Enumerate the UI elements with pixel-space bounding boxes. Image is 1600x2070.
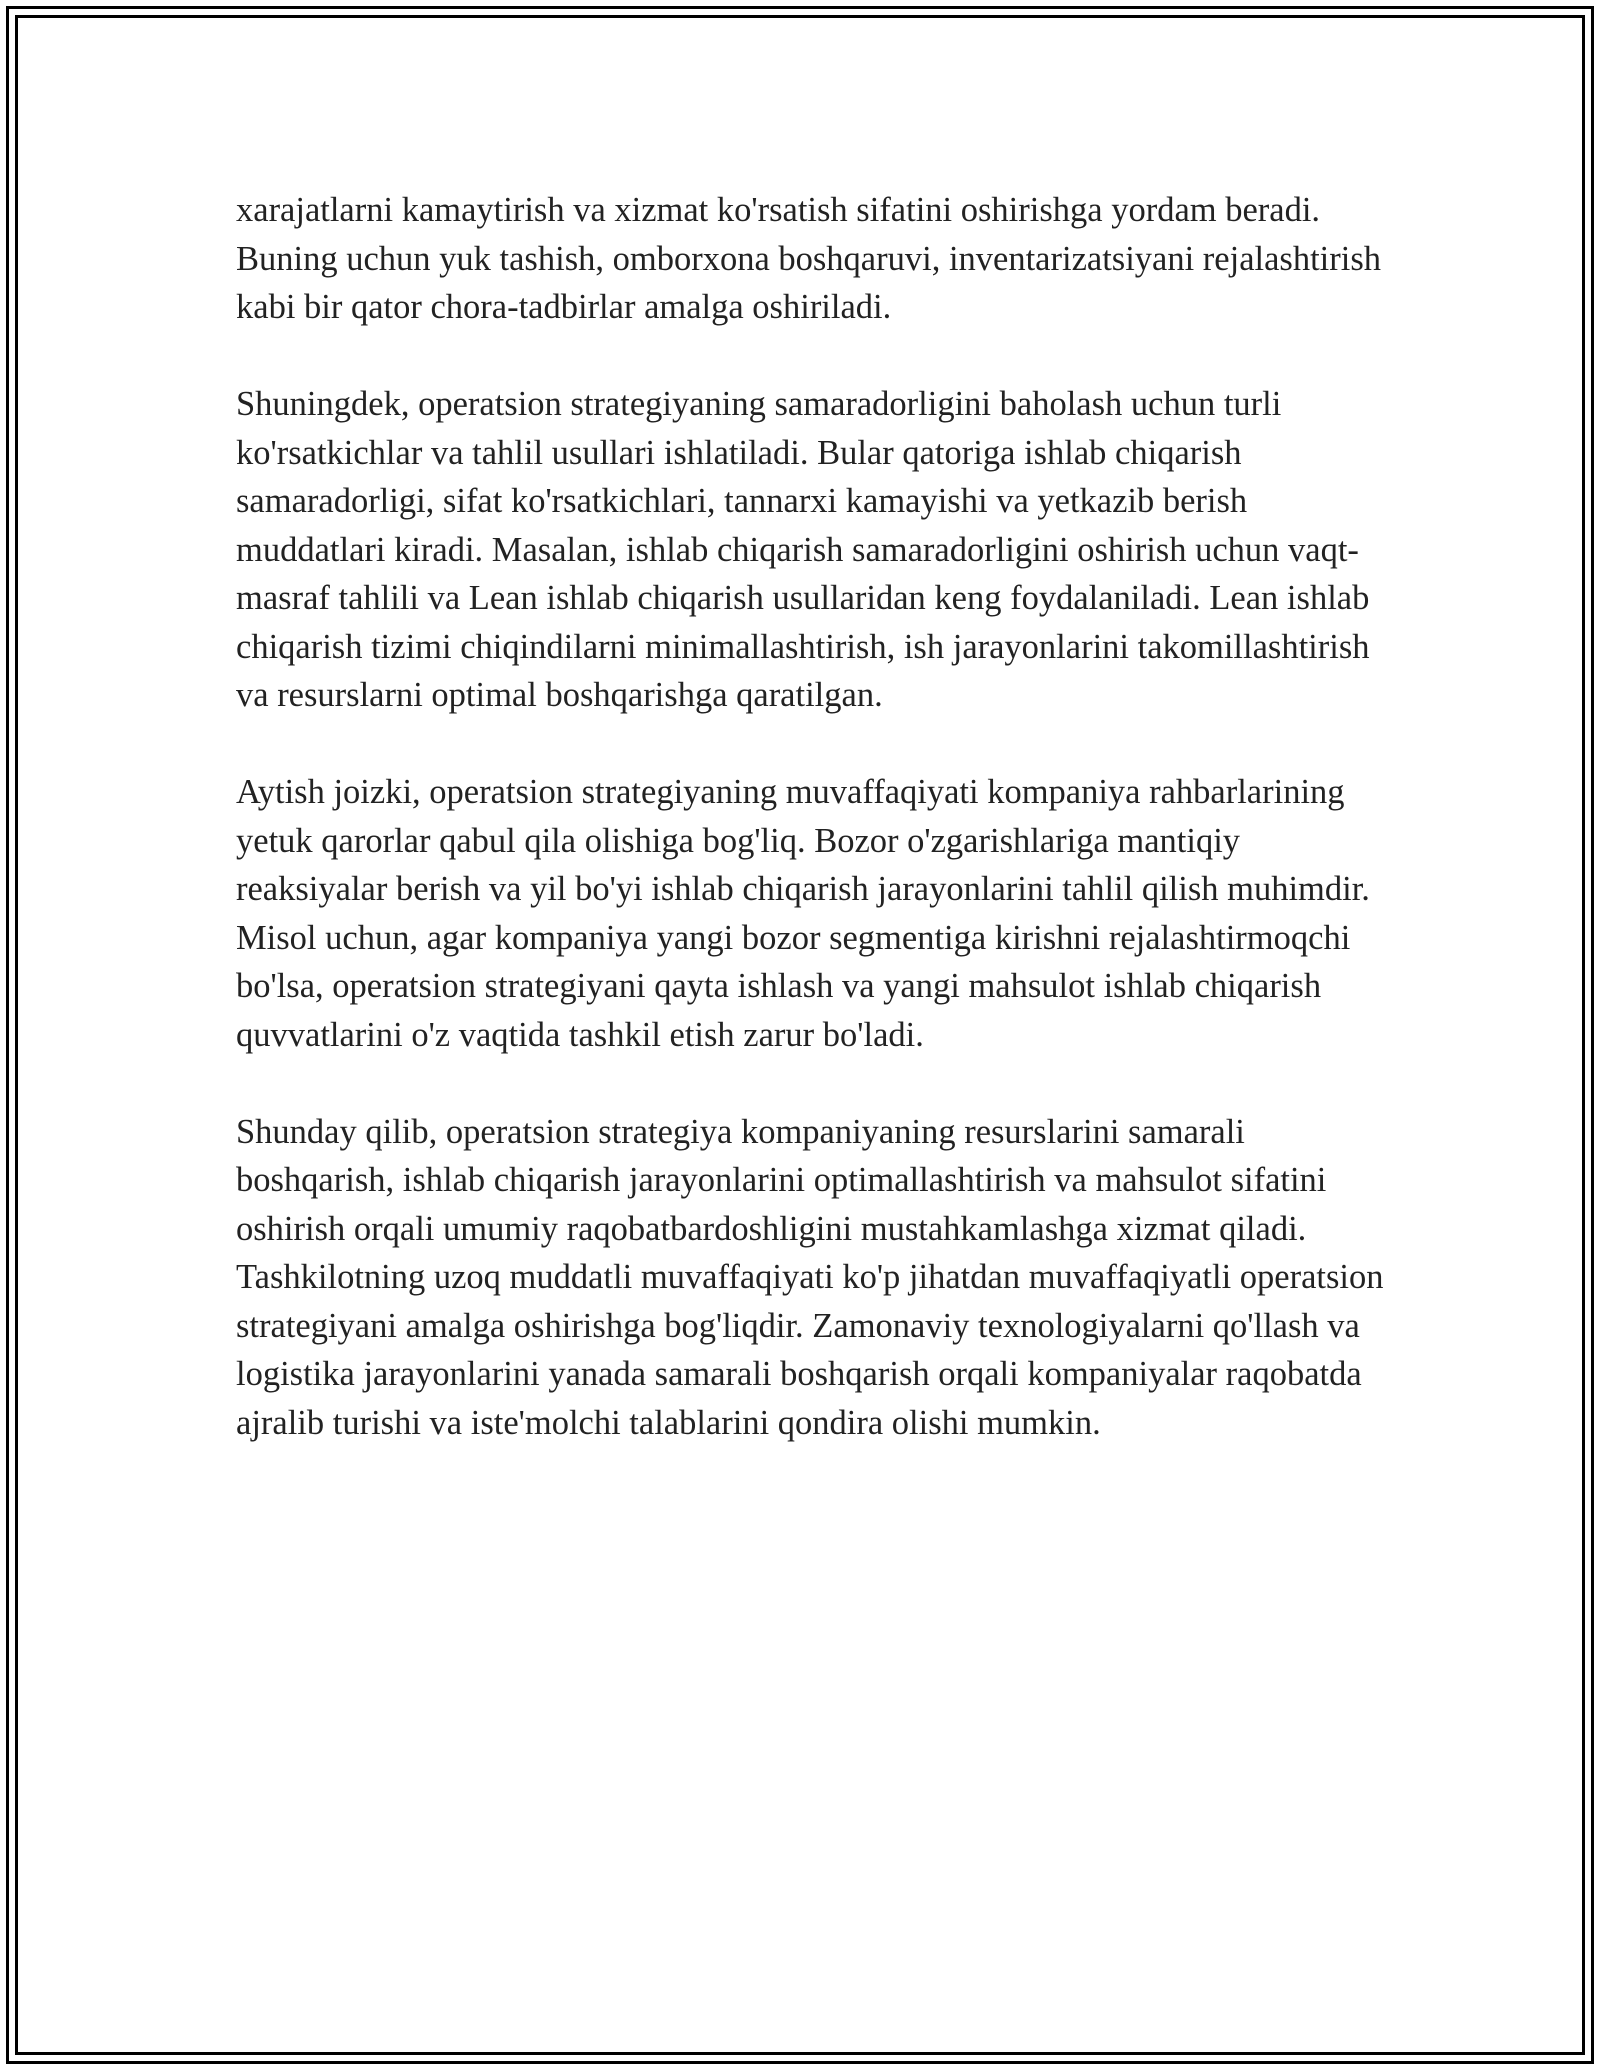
paragraph-2: Shuningdek, operatsion strategiyaning samaradorligini baholash uchun turli ko'rsatkichlar va tahlil usullari ishlatiladi. Bular qatoriga ishlab chiqarish samaradorligi, sifat ko'rsatkichlari, tannarxi kamayishi va yetkazib berish muddatlari kiradi. Masalan, ishlab chiqarish samaradorligini oshirish uchun vaqt-masraf tahlili va Lean ishlab chiqarish usullaridan keng foydalaniladi. Lean ishlab chiqarish tizimi chiqindilarni minimallashtirish, ish jarayonlarini takomillashtirish va resurslarni optimal boshqarishga qaratilgan.	[236, 385, 1370, 714]
document-body	[236, 186, 1386, 1496]
paragraph-3: Aytish joizki, operatsion strategiyaning muvaffaqiyati kompaniya rahbarlarining yetuk qarorlar qabul qila olishiga bog'liq. Bozor o'zgarishlariga mantiqiy reaksiyalar berish va yil bo'yi ishlab chiqarish jarayonlarini tahlil qilish muhimdir. Misol uchun, agar kompaniya yangi bozor segmentiga kirishni rejalashtirmoqchi bo'lsa, operatsion strategiyani qayta ishlash va yangi mahsulot ishlab chiqarish quvvatlarini o'z vaqtida tashkil etish zarur bo'ladi.	[236, 773, 1370, 1054]
paragraph-1: xarajatlarni kamaytirish va xizmat ko'rsatish sifatini oshirishga yordam beradi. Buning uchun yuk tashish, omborxona boshqaruvi, inventarizatsiyani rejalashtirish kabi bir qator chora-tadbirlar amalga oshiriladi.	[236, 191, 1382, 326]
paragraph-4: Shunday qilib, operatsion strategiya kompaniyaning resurslarini samarali boshqarish, ishlab chiqarish jarayonlarini optimallashtirish va mahsulot sifatini oshirish orqali umumiy raqobatbardoshligini mustahkamlashga xizmat qiladi. Tashkilotning uzoq muddatli muvaffaqiyati ko'p jihatdan muvaffaqiyatli operatsion strategiyani amalga oshirishga bog'liqdir. Zamonaviy texnologiyalarni qo'llash va logistika jarayonlarini yanada samarali boshqarish orqali kompaniyalar raqobatda ajralib turishi va iste'molchi talablarini qondira olishi mumkin.	[236, 1112, 1384, 1442]
